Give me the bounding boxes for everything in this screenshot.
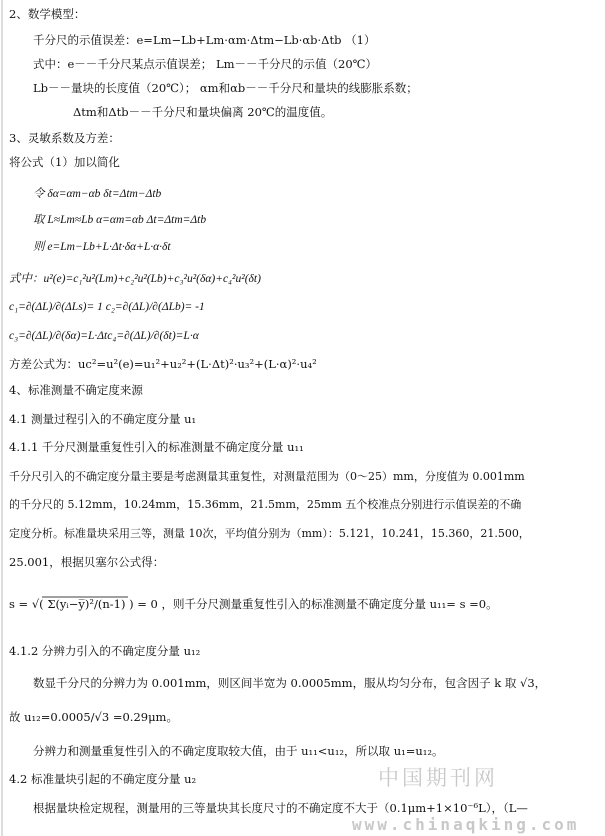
heading-4-1-1: 4.1.1 千分尺测量重复性引入的标准测量不确定度分量 u₁₁	[9, 440, 304, 454]
simplify-text: 将公式（1）加以简化	[9, 155, 120, 169]
heading-4: 4、标准测量不确定度来源	[9, 383, 143, 397]
bessel-formula: s = √( Σ(yᵢ−y̅)²/(n-1) ) = 0 ，则千分尺测量重复性引入的标准测量不确定度分量 u₁₁= s =0。	[9, 597, 498, 611]
watermark-url: www.chinaqking.com	[352, 815, 580, 834]
where-dt: Δtm和Δtb－－千分尺和量块偏离 20℃的温度值。	[73, 105, 333, 119]
para-1-line-2: 的千分尺的 5.12mm，10.24mm，15.36mm，21.5mm，25mm 五个校准点分别进行示值误差的不确	[9, 498, 522, 511]
then-line: 则 e=Lm−Lb+L·Δt·δα+L·α·δt	[33, 241, 171, 253]
variance-expansion: 式中：u²(e)=c₁²u²(Lm)+c₂²u²(Lb)+c₃²u²(δα)+c₄²u²(δt)	[9, 273, 261, 285]
variance-formula: 方差公式为：uc²=u²(e)=u₁²+u₂²+(L·Δt)²·u₃²+(L·α)²·u₄²	[9, 357, 317, 371]
heading-4-2: 4.2 标准量块引起的不确定度分量 u₂	[9, 772, 197, 786]
heading-3: 3、灵敏系数及方差：	[9, 131, 120, 145]
take-line: 取 L≈Lm≈Lb α=αm=αb Δt=Δtm=Δtb	[33, 214, 207, 226]
c3-c4-line: c₃=∂(ΔL)/∂(δα)=L·Δtc₄=∂(ΔL)/∂(δt)=L·α	[9, 330, 199, 342]
u12-line: 故 u₁₂=0.0005/√3 =0.29μm。	[9, 710, 178, 724]
c1-c2-line: c₁=∂(ΔL)/∂(ΔLs)= 1 c₂=∂(ΔL)/∂(ΔLb)= -1	[9, 301, 205, 313]
para-1-line-4: 25.001，根据贝塞尔公式得：	[9, 555, 165, 569]
where-lb: Lb－－量块的长度值（20℃）； αm和αb－－千分尺和量块的线膨胀系数；	[33, 81, 418, 95]
heading-2: 2、数学模型：	[9, 7, 86, 21]
watermark-chinese: 中国期刊网	[378, 766, 498, 790]
take-max-line: 分辨力和测量重复性引入的不确定度取较大值，由于 u₁₁<u₁₂，所以取 u₁=u₁₂。	[33, 744, 444, 758]
gauge-block-line: 根据量块检定规程，测量用的三等量块其长度尺寸的不确定度不大于（0.1μm+1×10⁻⁶L），（L—	[33, 801, 528, 815]
heading-4-1: 4.1 测量过程引入的不确定度分量 u₁	[9, 412, 197, 426]
where-em: 式中：e－－千分尺某点示值误差； Lm－－千分尺的示值（20℃）	[33, 57, 377, 71]
formula-1: 千分尺的示值误差：e=Lm−Lb+Lm·αm·Δtm−Lb·αb·Δtb （1）	[33, 33, 376, 47]
para-1-line-3: 定度分析。标准量块采用三等，测量 10次，平均值分别为（mm）：5.121，10.241，15.360，21.500，	[9, 527, 530, 540]
let-line: 令 δα=αm−αb δt=Δtm−Δtb	[33, 188, 162, 200]
heading-4-1-2: 4.1.2 分辨力引入的不确定度分量 u₁₂	[9, 644, 201, 658]
para-1-line-1: 千分尺引入的不确定度分量主要是考虑测量其重复性，对测量范围为（0～25）mm，分度值为 0.001mm	[9, 470, 525, 483]
resolution-line: 数显千分尺的分辨力为 0.001mm，则区间半宽为 0.0005mm，服从均匀分布，包含因子 k 取 √3，	[33, 676, 547, 690]
